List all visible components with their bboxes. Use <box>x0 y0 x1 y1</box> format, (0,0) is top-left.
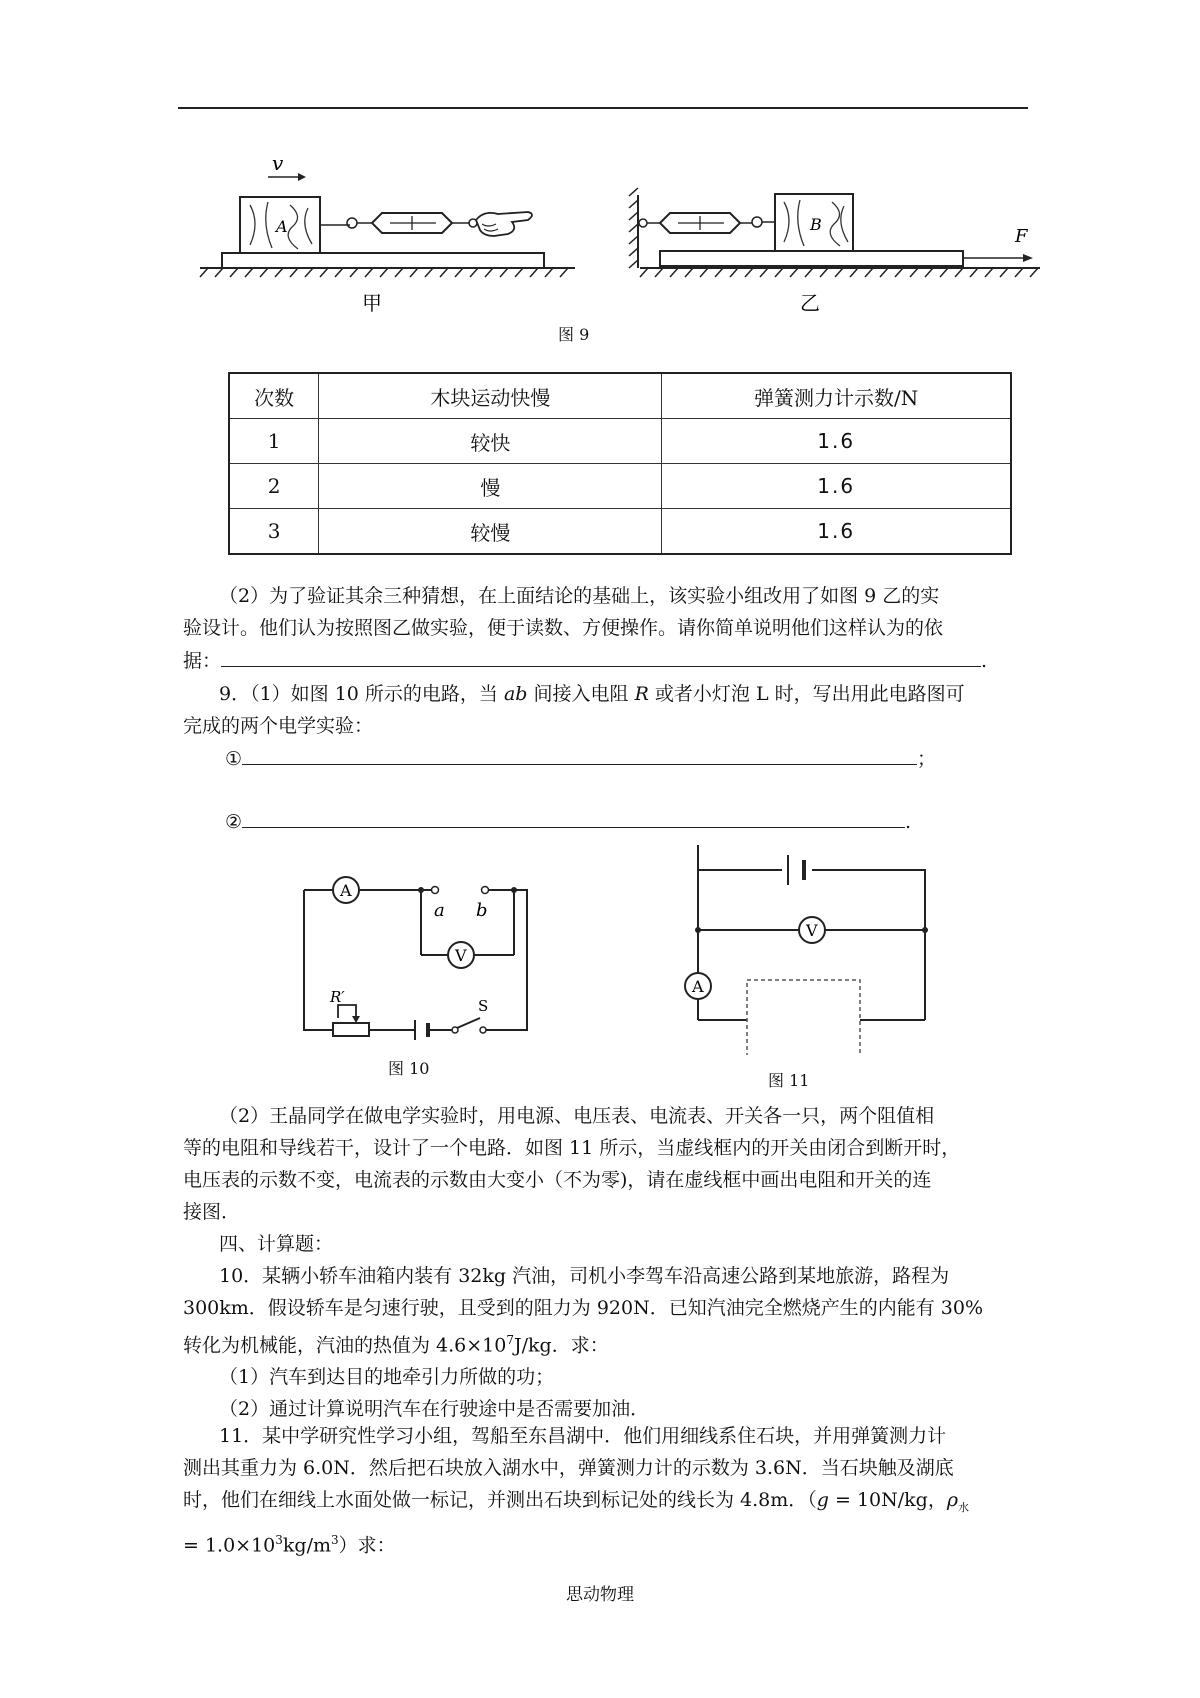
figure-9 <box>180 150 1060 325</box>
section-4-title: 四、计算题： <box>219 1233 334 1255</box>
table-cell: 慢 <box>319 464 662 509</box>
question-8-part-2: （2）为了验证其余三种猜想，在上面结论的基础上，该实验小组改用了如图 9 乙的实 验设计。他们认为按照图乙做实验，便于读数、方便操作。请你简单说明他们这样认为的依 据： . <box>183 580 1028 677</box>
table-cell: 1.6 <box>662 419 1011 464</box>
label-a: a <box>434 900 445 921</box>
figure-11 <box>680 845 940 1055</box>
table-cell: 1 <box>229 419 319 464</box>
table-cell: 1.6 <box>662 464 1011 509</box>
label-v: v <box>272 151 284 175</box>
svg-text:V: V <box>455 946 467 965</box>
table-cell: 较慢 <box>319 509 662 555</box>
table-header: 弹簧测力计示数/N <box>662 373 1011 419</box>
q8-2-line1: （2）为了验证其余三种猜想，在上面结论的基础上，该实验小组改用了如图 9 乙的实 <box>219 585 940 607</box>
label-R-prime: R′ <box>330 988 345 1006</box>
answer-blank-q9-2[interactable] <box>242 805 905 828</box>
table-header: 次数 <box>229 373 319 419</box>
fig9-left-apparatus <box>200 151 575 277</box>
label-S: S <box>478 997 489 1015</box>
table-cell: 1.6 <box>662 509 1011 555</box>
table-row <box>229 509 1011 555</box>
q8-2-line3-start: 据： <box>183 650 222 672</box>
label-B: B <box>810 215 822 234</box>
table-row <box>229 419 1011 464</box>
label-A: A <box>276 217 288 236</box>
fig9-sub-left: 甲 <box>362 291 382 315</box>
switch-icon <box>457 1018 480 1028</box>
label-b: b <box>476 900 488 921</box>
fig9-caption: 图 9 <box>558 325 590 344</box>
fig9-sub-right: 乙 <box>800 291 820 315</box>
fig11-caption: 图 11 <box>768 1071 810 1090</box>
header-rule <box>178 107 1028 109</box>
table-cell: 3 <box>229 509 319 555</box>
table-header: 木块运动快慢 <box>319 373 662 419</box>
svg-text:A: A <box>340 881 352 900</box>
question-9-part-2: （2）王晶同学在做电学实验时，用电源、电压表、电流表、开关各一只，两个阻值相 等的电阻和导线若干，设计了一个电路．如图 11 所示，当虚线框内的开关由闭合到断开时， 电压表的示数不变，电流表的示数由大变小（不为零)，请在虚线框中画出电阻和开关的连 接图． <box>183 1105 961 1223</box>
figure-10 <box>290 860 580 1040</box>
question-11: 11．某中学研究性学习小组，驾船至东昌湖中．他们用细线系住石块，并用弹簧测力计 测出其重力为 6.0N．然后把石块放入湖水中，弹簧测力计的示数为 3.6N．当石块触及湖底 时，他们在细线上水面处做一标记，并测出石块到标记处的线长为 4.8m．（g = 10N/kg，$\rho_水$ = $1.0\times 10^3kg/m^3$）求： <box>183 1425 970 1557</box>
table-cell: 较快 <box>319 419 662 464</box>
question-9-part-1: 9．（1）如图 10 所示的电路，当 ab 间接入电阻 R 或者小灯泡 L 时，写出用此电路图可 完成的两个电学实验： ① ； ② . <box>183 678 1028 838</box>
q8-2-line2: 验设计。他们认为按照图乙做实验，便于读数、方便操作。请你简单说明他们这样认为的依 <box>183 617 944 639</box>
page-footer: 思动物理 <box>566 1585 634 1605</box>
fig10-caption: 图 10 <box>388 1059 430 1078</box>
svg-text:V: V <box>806 921 818 940</box>
dashed-box[interactable] <box>747 980 860 1055</box>
fig9-right-apparatus <box>629 188 1040 277</box>
answer-blank-q9-1[interactable] <box>242 742 917 765</box>
label-F: F <box>1015 226 1028 247</box>
results-table <box>228 372 1012 555</box>
q9-line2: 完成的两个电学实验： <box>183 715 374 737</box>
question-10: 10．某辆小轿车油箱内装有 32kg 汽油，司机小李驾车沿高速公路到某地旅游，路程为 300km．假设轿车是匀速行驶，且受到的阻力为 920N．已知汽油完全燃烧产生的内能有 30% 转化为机械能，汽油的热值为 $4.6\times 10^7J/kg$．求： （1）汽车到达目的地牵引力所做的功； （2）通过计算说明汽车在行驶途中是否需要加油． <box>183 1265 983 1421</box>
table-cell: 2 <box>229 464 319 509</box>
answer-blank-q8[interactable] <box>221 644 981 667</box>
table-header-row <box>229 373 1011 419</box>
svg-text:A: A <box>692 977 704 996</box>
rheostat-icon <box>333 1023 369 1036</box>
hand-icon <box>476 212 532 236</box>
table-row <box>229 464 1011 509</box>
